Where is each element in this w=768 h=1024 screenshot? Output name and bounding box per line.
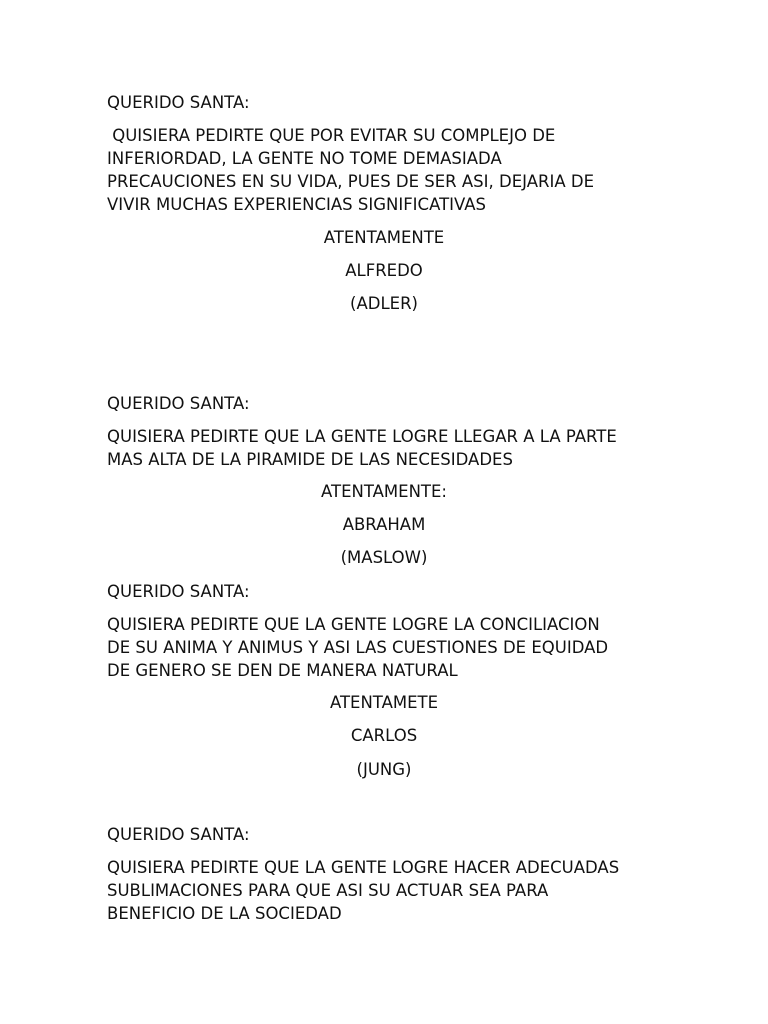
letter-4-greeting: QUERIDO SANTA: — [107, 825, 250, 844]
letter-3-body — [107, 613, 667, 682]
letter-2-body — [107, 425, 667, 471]
letter-2-greeting: QUERIDO SANTA: — [107, 394, 250, 413]
letter-2-first-name: ABRAHAM — [342, 515, 426, 534]
letter-4-body-line: BENEFICIO DE LA SOCIEDAD — [107, 904, 342, 923]
letter-4-body-line: SUBLIMACIONES PARA QUE ASI SU ACTUAR SEA PARA — [107, 881, 549, 900]
letter-4-body — [107, 856, 667, 925]
letter-3-body-line: DE SU ANIMA Y ANIMUS Y ASI LAS CUESTIONES DE EQUIDAD — [107, 638, 609, 657]
letter-4-body-line: QUISIERA PEDIRTE QUE LA GENTE LOGRE HACER ADECUADAS — [107, 858, 620, 877]
letter-3-closing: ATENTAMETE — [329, 693, 439, 712]
letter-3-body-line: QUISIERA PEDIRTE QUE LA GENTE LOGRE LA CONCILIACION — [107, 615, 600, 634]
letter-3-body-line: DE GENERO SE DEN DE MANERA NATURAL — [107, 661, 458, 680]
letter-2-body-line: QUISIERA PEDIRTE QUE LA GENTE LOGRE LLEGAR A LA PARTE — [107, 427, 617, 446]
letter-2-closing: ATENTAMENTE: — [320, 482, 447, 501]
letter-1-surname: (ADLER) — [350, 294, 418, 313]
letter-3-greeting: QUERIDO SANTA: — [107, 582, 250, 601]
letter-1-closing: ATENTAMENTE — [323, 228, 445, 247]
letter-1-greeting: QUERIDO SANTA: — [107, 93, 250, 112]
letter-1-body-line: PRECAUCIONES EN SU VIDA, PUES DE SER ASI, DEJARIA DE — [107, 172, 594, 191]
letter-1-body-line: QUISIERA PEDIRTE QUE POR EVITAR SU COMPLEJO DE — [107, 126, 556, 145]
letter-3-surname: (JUNG) — [356, 760, 412, 779]
letter-1-body — [107, 124, 667, 216]
letter-1-body-line: VIVIR MUCHAS EXPERIENCIAS SIGNIFICATIVAS — [107, 195, 487, 214]
letter-1-body-line: INFERIORDAD, LA GENTE NO TOME DEMASIADA — [107, 149, 502, 168]
letter-2-body-line: MAS ALTA DE LA PIRAMIDE DE LAS NECESIDADES — [107, 450, 513, 469]
letter-3-first-name: CARLOS — [350, 726, 418, 745]
letter-2-surname: (MASLOW) — [340, 548, 428, 567]
letter-1-first-name: ALFREDO — [345, 261, 423, 280]
